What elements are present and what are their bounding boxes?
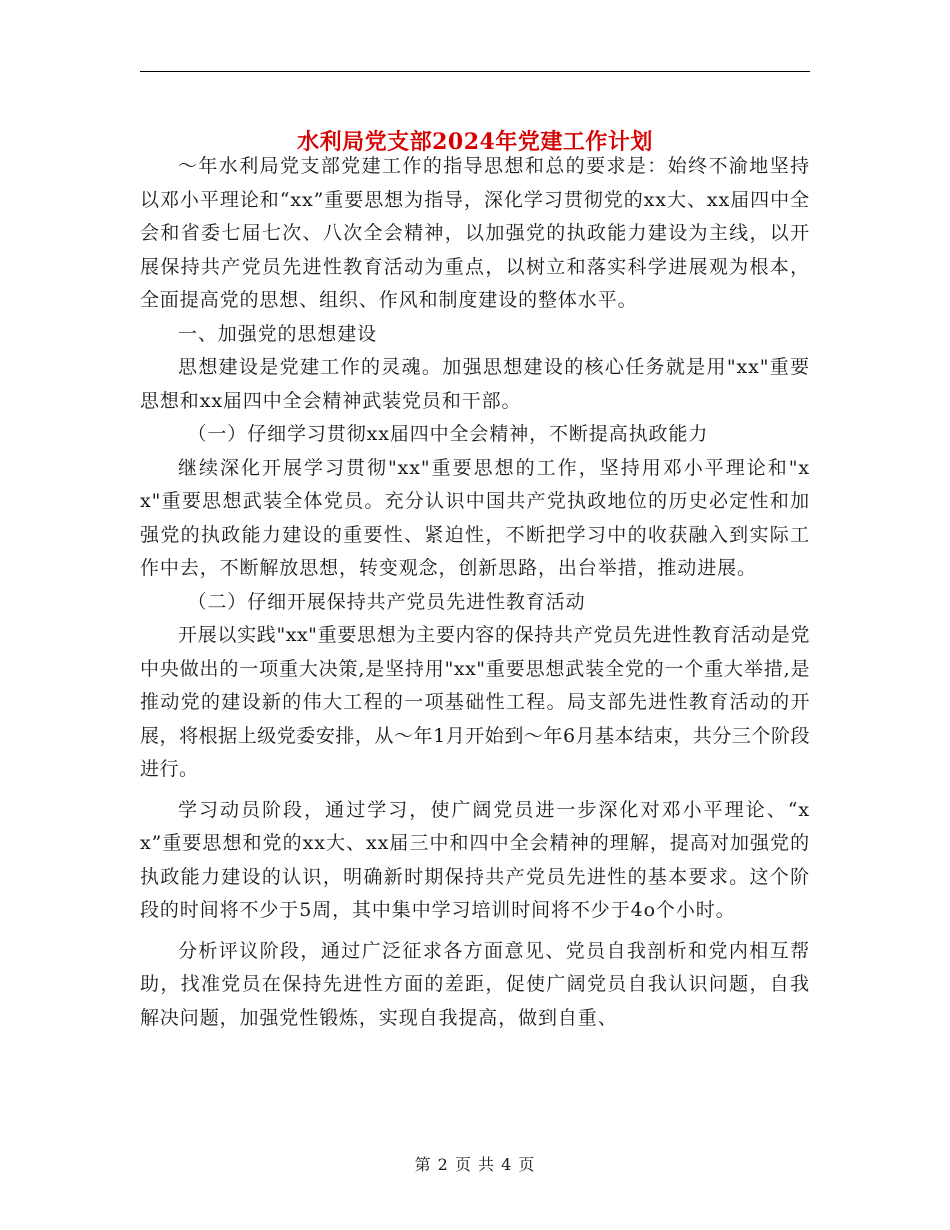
section-1-paragraph: 思想建设是党建工作的灵魂。加强思想建设的核心任务就是用"xx"重要思想和xx届四中全会精神武装党员和干部。	[140, 356, 810, 412]
subsection-2-paragraph: 开展以实践"xx"重要思想为主要内容的保持共产党员先进性教育活动是党中央做出的一项重大决策,是坚持用"xx"重要思想武装全党的一个重大举措,是推动党的建设新的伟大工程的一项基础性工程。局支部先进性教育活动的开展，将根据上级党委安排，从～年1月开始到～年6月基本结束，共分三个阶段进行。	[140, 624, 810, 780]
document-title: 水利局党支部2024年党建工作计划	[297, 128, 653, 155]
section-1-heading: 一、加强党的思想建设	[178, 322, 378, 345]
subsection-1-heading: （一）仔细学习贯彻xx届四中全会精神，不断提高执政能力	[187, 423, 709, 445]
header-rule	[140, 71, 810, 72]
stage-1-paragraph: 学习动员阶段，通过学习，使广阔党员进一步深化对邓小平理论、“xx”重要思想和党的xx大、xx届三中和四中全会精神的理解，提高对加强党的执政能力建设的认识，明确新时期保持共产党员先进性的基本要求。这个阶段的时间将不少于5周，其中集中学习培训时间将不少于4o个小时。	[140, 798, 810, 921]
page-number: 第 2 页 共 4 页	[414, 1155, 536, 1174]
document-body	[140, 150, 810, 1035]
subsection-2-heading: （二）仔细开展保持共产党员先进性教育活动	[187, 590, 586, 613]
subsection-1-paragraph: 继续深化开展学习贯彻"xx"重要思想的工作，坚持用邓小平理论和"xx"重要思想武装全体党员。充分认识中国共产党执政地位的历史必定性和加强党的执政能力建设的重要性、紧迫性，不断把学习中的收获融入到实际工作中去，不断解放思想，转变观念，创新思路，出台举措，推动进展。	[140, 456, 810, 579]
intro-paragraph: ～年水利局党支部党建工作的指导思想和总的要求是：始终不渝地坚持以邓小平理论和“xx”重要思想为指导，深化学习贯彻党的xx大、xx届四中全会和省委七届七次、八次全会精神，以加强党的执政能力建设为主线，以开展保持共产党员先进性教育活动为重点，以树立和落实科学进展观为根本，全面提高党的思想、组织、作风和制度建设的整体水平。	[140, 155, 810, 311]
stage-2-paragraph: 分析评议阶段，通过广泛征求各方面意见、党员自我剖析和党内相互帮助，找准党员在保持先进性方面的差距，促使广阔党员自我认识问题，自我解决问题，加强党性锻炼，实现自我提高，做到自重、	[140, 939, 810, 1029]
